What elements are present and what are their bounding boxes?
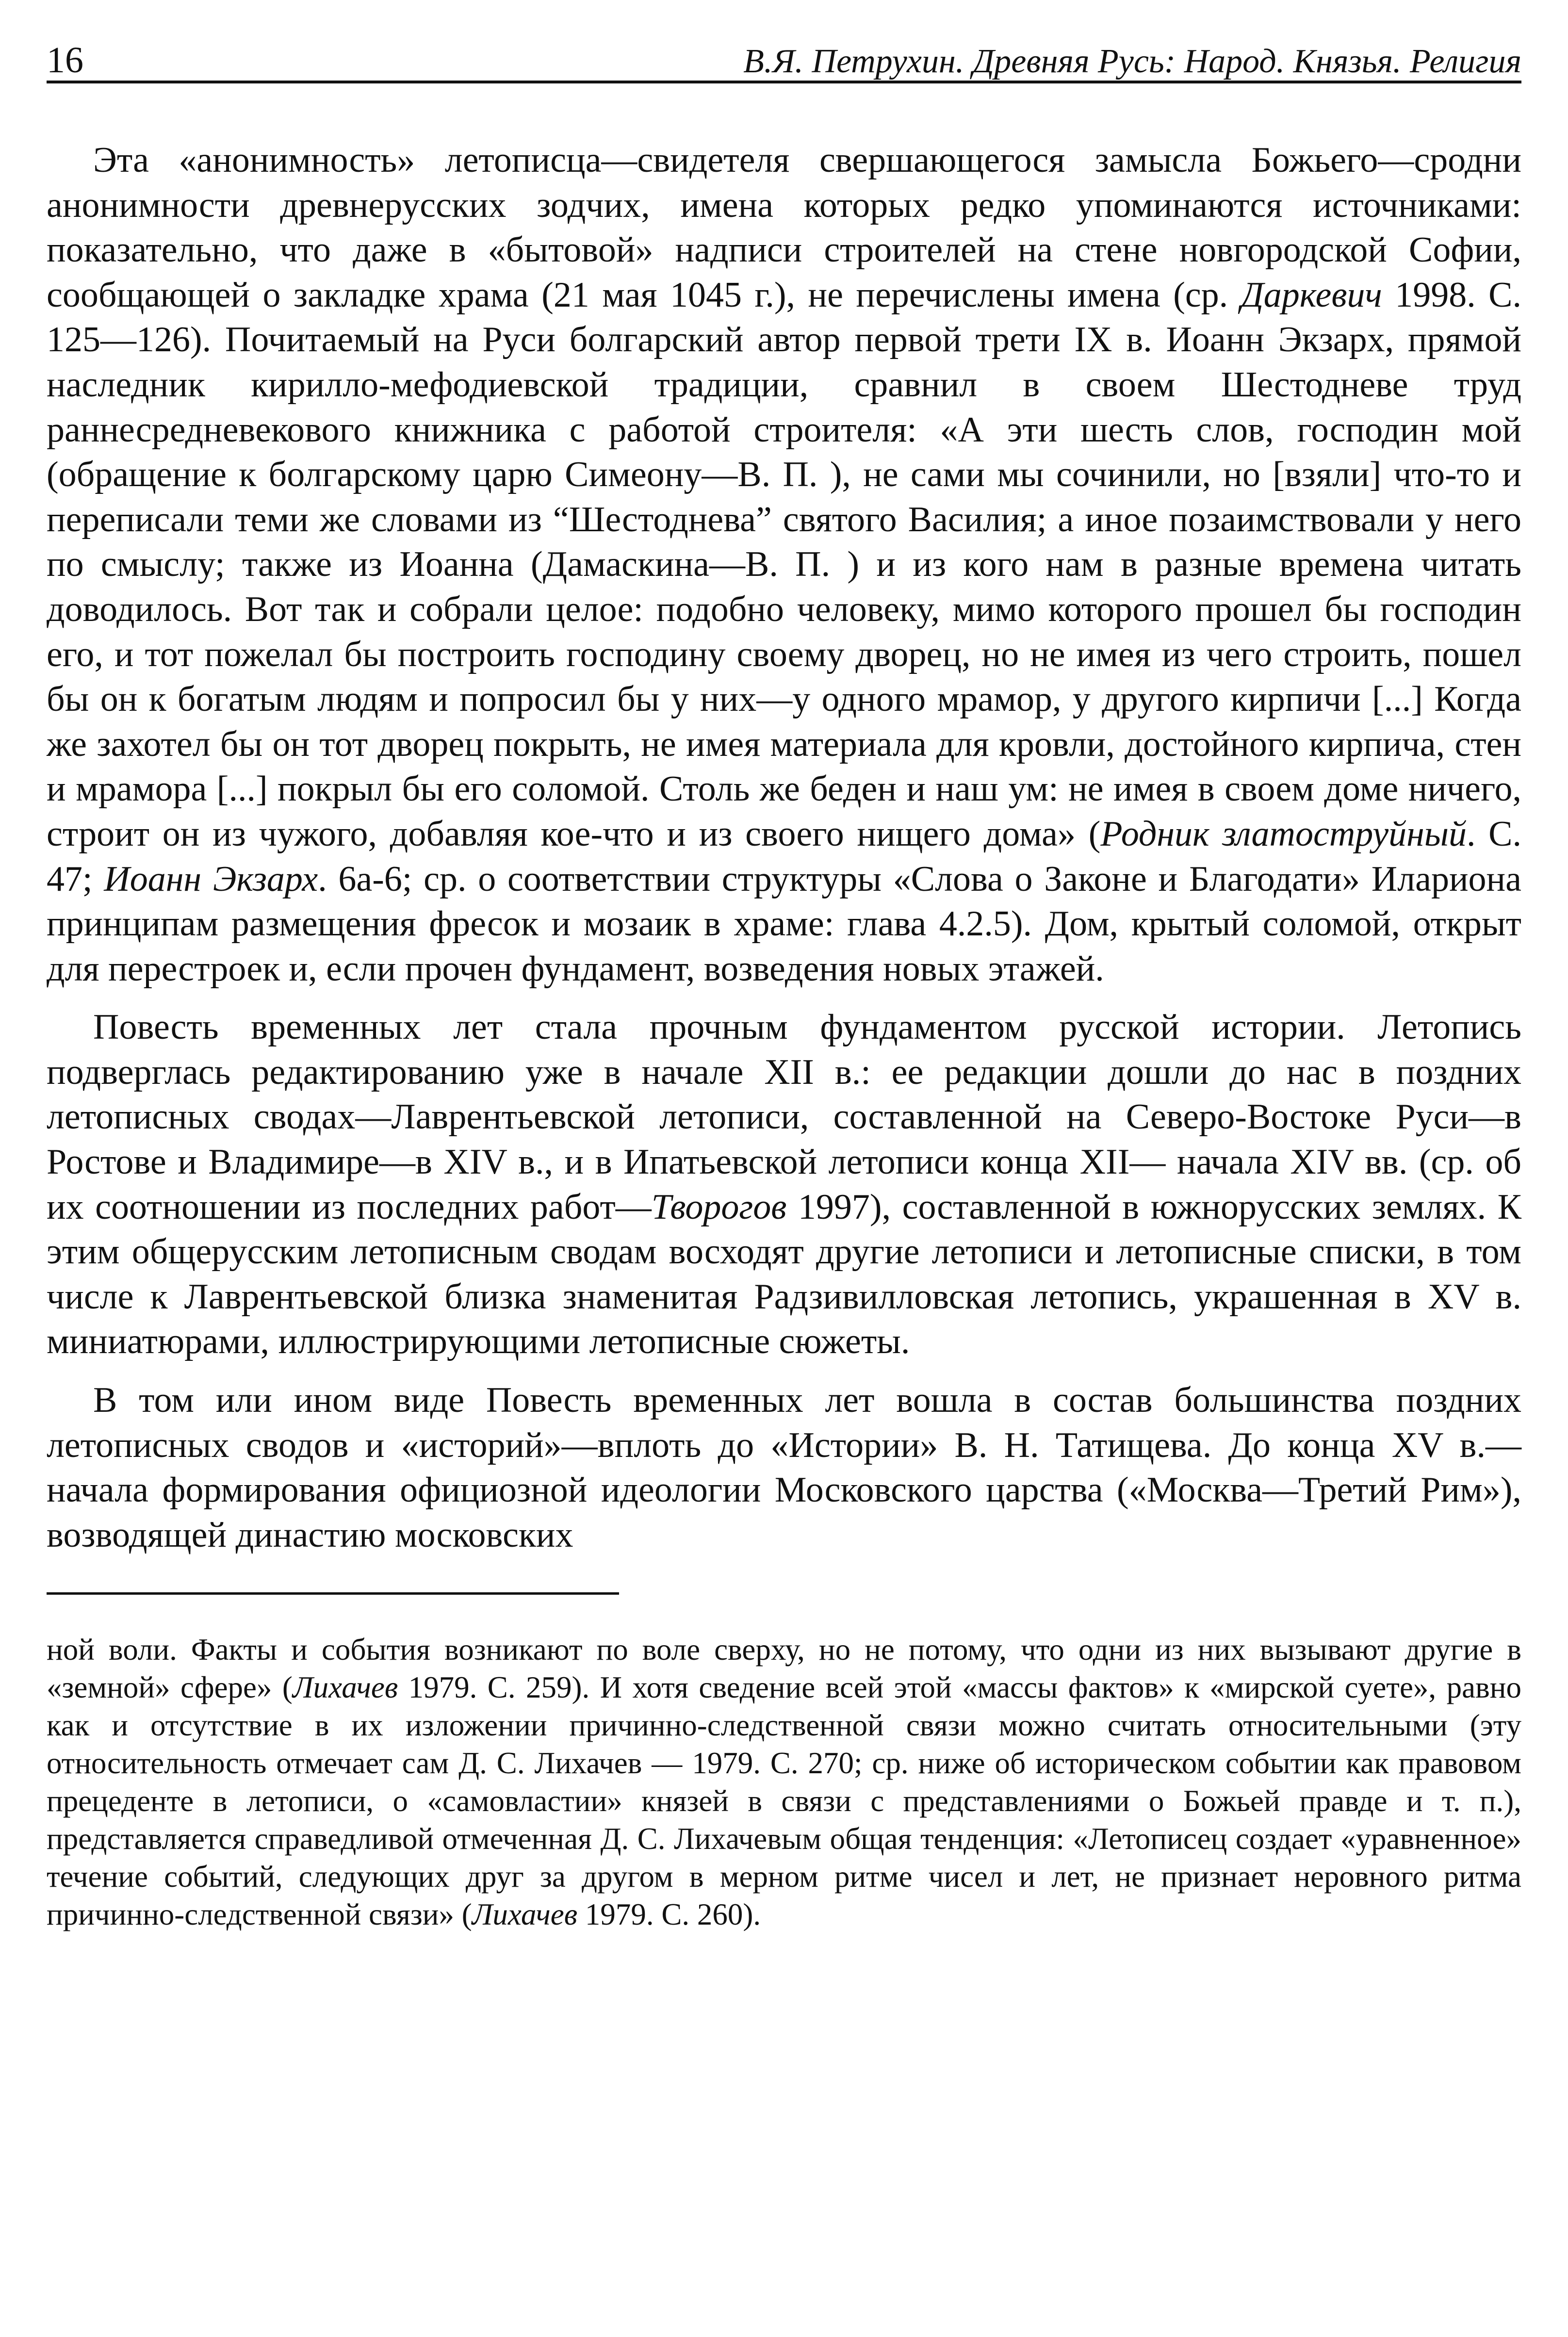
italic-citation: Даркевич <box>1241 275 1382 315</box>
text-segment: Повесть временных лет стала прочным фундаментом русской истории. Летопись подверглась редактированию уже в начале XII в.: ее редакции дошли до нас в поздних летописных сводах—Лаврентьевской летописи, составленной на Северо-Востоке Руси—в Ростове и Владимире—в XIV в., и в Ипатьевской летописи конца XII— начала XIV вв. (ср. об их соотношении из последних работ— <box>47 1007 1521 1227</box>
italic-citation: Творогов <box>651 1187 787 1227</box>
text-segment: . 6а-6; ср. о соответствии структуры «Слова о Законе и Благодати» Илариона принципам размещения фресок и мозаик в храме: глава 4.2.5). Дом, крытый соломой, открыт для перестроек и, если прочен фундамент, возведения новых этажей. <box>47 859 1521 989</box>
footnote <box>47 1631 1521 1933</box>
paragraph-3 <box>47 1378 1521 1557</box>
text-segment: 1979. С. 259). И хотя сведение всей этой «массы фактов» к «мирской суете», равно как и отсутствие в их изложении причинно-следственной связи можно считать относительными (эту относительность отмечает сам Д. С. Лихачев — 1979. С. 270; ср. ниже об историческом событии как правовом прецеденте в летописи, о «самовластии» князей в связи с представлениями о Божьей правде и т. п.), представляется справедливой отмеченная Д. С. Лихачевым общая тенденция: «Летописец создает «уравненное» течение событий, следующих друг за другом в мерном ритме чисел и лет, не признает неровного ритма причинно-следственной связи» ( <box>47 1670 1521 1932</box>
text-segment: 1998. С. 125—126). Почитаемый на Руси болгарский автор первой трети IX в. Иоанн Экзарх, прямой наследник кирилло-мефодиевской традиции, сравнил в своем Шестодневе труд раннесредневекового книжника с работой строителя: «А эти шесть слов, господин мой (обращение к болгарскому царю Симеону—В. П. ), не сами мы сочинили, но [взяли] что-то и переписали теми же словами из “Шестоднева” святого Василия; а иное позаимствовали у него по смыслу; также из Иоанна (Дамаскина—В. П. ) и из кого нам в разные времена читать доводилось. Вот так и собрали целое: подобно человеку, мимо которого прошел бы господин его, и тот пожелал бы построить господину своему дворец, но не имея из чего строить, пошел бы он к богатым людям и попросил бы у них—у одного мрамор, у другого кирпичи [...] Когда же захотел бы он тот дворец покрыть, не имея материала для кровли, достойного кирпича, стен и мрамора [...] покрыл бы его соломой. Столь же беден и наш ум: не имея в своем доме ничего, строит он из чужого, добавляя кое-что и из своего нищего дома» ( <box>47 275 1521 854</box>
text-segment: 1979. С. 260). <box>577 1897 761 1932</box>
text-segment: 1997), составленной в южнорусских землях. К этим общерусским летописным сводам восходят другие летописи и летописные списки, в том числе к Лаврентьевской близка знаменитая Радзивилловская летопись, украшенная в XV в. миниатюрами, иллюстрирующими летописные сюжеты. <box>47 1187 1521 1362</box>
page-header <box>47 34 1521 83</box>
text-segment: . С. 47; <box>47 814 1522 899</box>
italic-citation: Родник златоструйный <box>1100 814 1467 854</box>
italic-citation: Иоанн Экзарх <box>104 859 318 899</box>
paragraph-2 <box>47 1005 1521 1364</box>
footnote-divider <box>47 1592 619 1595</box>
italic-citation: Лихачев <box>472 1897 578 1932</box>
text-segment: ной воли. Факты и события возникают по воле сверху, но не потому, что одни из них вызывают другие в «земной» сфере» ( <box>47 1633 1521 1705</box>
text-segment: В том или ином виде Повесть временных лет вошла в состав большинства поздних летописных сводов и «историй»—вплоть до «Истории» В. Н. Татищева. До конца XV в.—начала формирования официозной идеологии Московского царства («Москва—Третий Рим»), возводящей династию московских <box>47 1380 1521 1555</box>
footnote-text <box>47 1631 1521 1933</box>
page-number: 16 <box>47 40 83 81</box>
italic-citation: Лихачев <box>292 1670 398 1705</box>
text-segment: Эта «анонимность» летописца—свидетеля свершающегося замысла Божьего—сродни анонимности древнерусских зодчих, имена которых редко упоминаются источниками: показательно, что даже в «бытовой» надписи строителей на стене новгородской Софии, сообщающей о закладке храма (21 мая 1045 г.), не перечислены имена (ср. <box>47 140 1521 315</box>
main-text <box>47 138 1521 1557</box>
running-title: В.Я. Петрухин. Древняя Русь: Народ. Князья. Религия <box>743 43 1521 80</box>
book-page <box>47 34 1521 1933</box>
paragraph-1 <box>47 138 1521 991</box>
